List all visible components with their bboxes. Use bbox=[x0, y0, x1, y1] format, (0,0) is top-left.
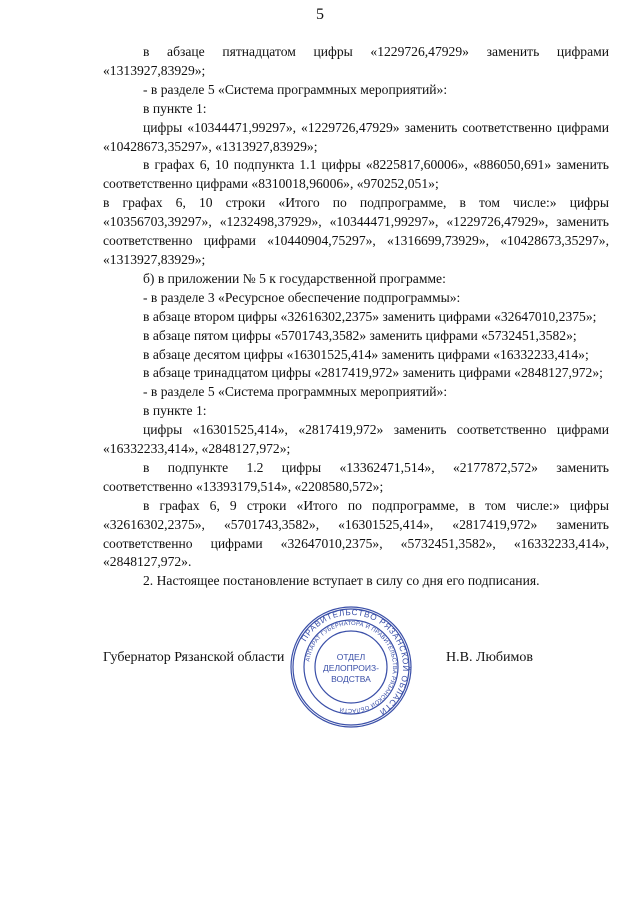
paragraph: в графах 6, 9 строки «Итого по подпрограмме, в том числе:» цифры «32616302,2375», «5701743,3582», «16301525,414», «2817419,972» заменить соответственно цифрами «32647010,2375», «5732451,3582», «16332233,414», «2848127,972». bbox=[103, 497, 609, 570]
seal-outer-text: ПРАВИТЕЛЬСТВО РЯЗАНСКОЙ ОБЛАСТИ bbox=[299, 607, 411, 717]
paragraph: в графах 6, 10 строки «Итого по подпрограмме, в том числе:» цифры «10356703,39297», «1232498,37929», «10344471,99297», «1229726,47929», заменить соответственно цифрами «10440904,75297», «1316699,73929», «10428673,35297», «1313927,83929»; bbox=[103, 195, 609, 267]
seal-center-line-3: ВОДСТВА bbox=[331, 674, 371, 684]
paragraph: в абзаце тринадцатом цифры «2817419,972» заменить цифрами «2848127,972»; bbox=[143, 365, 603, 381]
paragraph: в пункте 1: bbox=[143, 403, 207, 419]
document-body bbox=[103, 43, 609, 591]
paragraph: в абзаце пятнадцатом цифры «1229726,47929» заменить цифрами «1313927,83929»; bbox=[103, 44, 609, 78]
paragraph: - в разделе 3 «Ресурсное обеспечение подпрограммы»: bbox=[143, 289, 461, 305]
signer-position: Губернатор Рязанской области bbox=[103, 650, 285, 665]
page-number: 5 bbox=[316, 6, 324, 23]
paragraph: - в разделе 5 «Система программных мероприятий»: bbox=[143, 384, 448, 400]
paragraph: в абзаце десятом цифры «16301525,414» заменить цифрами «16332233,414»; bbox=[143, 346, 589, 362]
paragraph: в графах 6, 10 подпункта 1.1 цифры «8225817,60006», «886050,691» заменить соответственно цифрами «8310018,96006», «970252,051»; bbox=[103, 157, 609, 192]
paragraph: цифры «10344471,99297», «1229726,47929» заменить соответственно цифрами «10428673,35297», «1313927,83929»; bbox=[103, 119, 609, 154]
paragraph: б) в приложении № 5 к государственной программе: bbox=[143, 270, 446, 286]
paragraph: 2. Настоящее постановление вступает в силу со дня его подписания. bbox=[143, 573, 540, 589]
seal-center-line-1: ОТДЕЛ bbox=[336, 652, 366, 662]
paragraph: в абзаце втором цифры «32616302,2375» заменить цифрами «32647010,2375»; bbox=[143, 308, 597, 324]
paragraph: в абзаце пятом цифры «5701743,3582» заменить цифрами «5732451,3582»; bbox=[143, 327, 577, 343]
seal-center-line-2: ДЕЛОПРОИЗ- bbox=[323, 663, 379, 673]
seal-inner-text: АППАРАТ ГУБЕРНАТОРА И ПРАВИТЕЛЬСТВА РЯЗАНСКОЙ ОБЛАСТИ bbox=[305, 620, 398, 714]
paragraph: в подпункте 1.2 цифры «13362471,514», «2177872,572» заменить соответственно «13393179,514», «2208580,572»; bbox=[103, 459, 609, 494]
signer-name: Н.В. Любимов bbox=[446, 650, 533, 665]
official-seal bbox=[288, 604, 414, 730]
paragraph: цифры «16301525,414», «2817419,972» заменить соответственно цифрами «16332233,414», «2848127,972»; bbox=[103, 422, 609, 457]
paragraph: в пункте 1: bbox=[143, 100, 207, 116]
paragraph: - в разделе 5 «Система программных мероприятий»: bbox=[143, 81, 448, 97]
